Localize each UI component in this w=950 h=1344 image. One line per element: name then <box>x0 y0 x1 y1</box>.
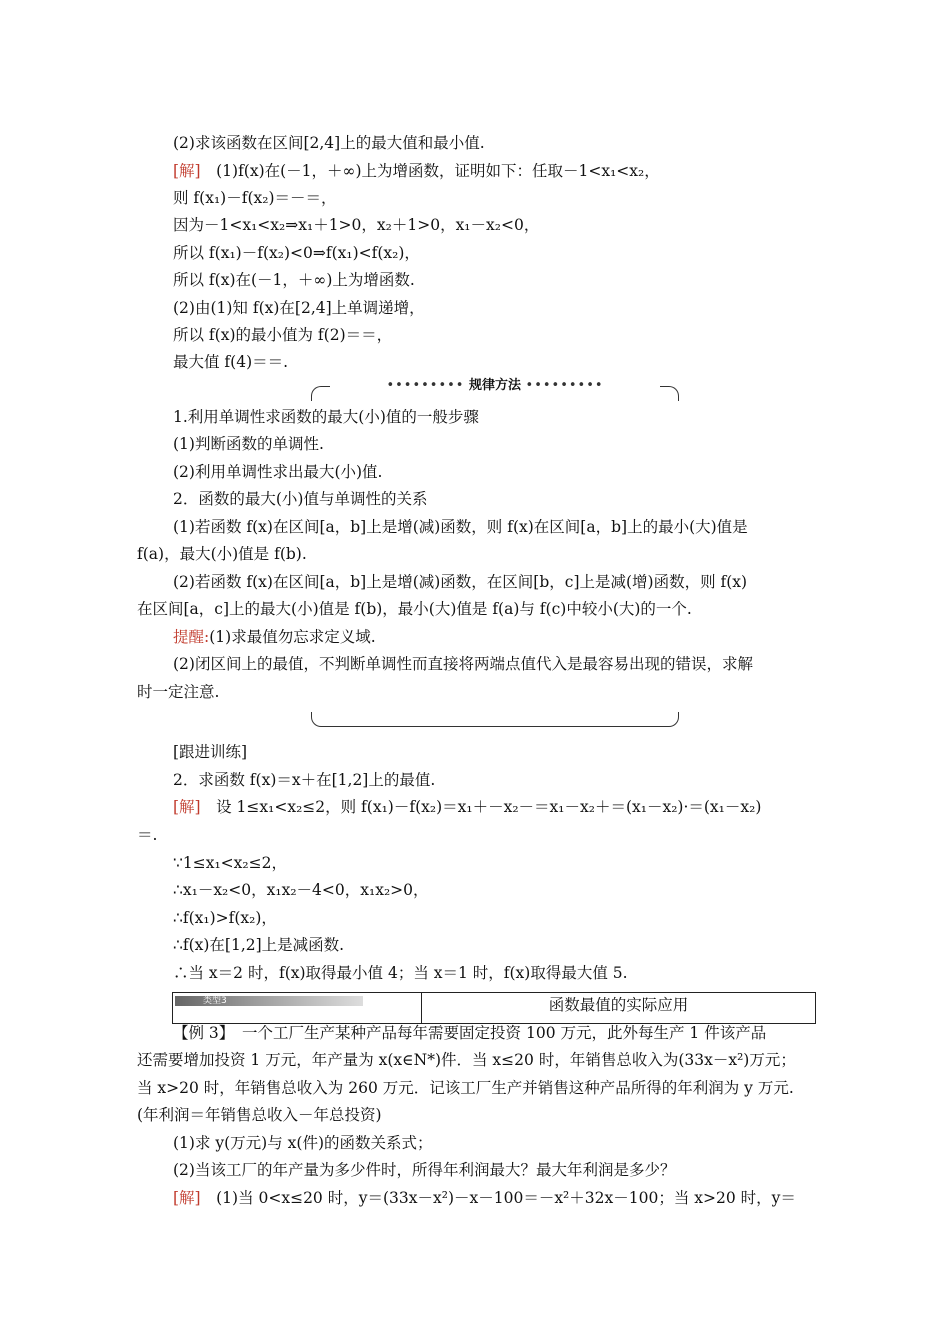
text-line <box>137 598 692 620</box>
line-text: 所以 f(x₁)－f(x₂)<0⇒f(x₁)<f(x₂)， <box>173 244 420 262</box>
text-line <box>173 132 485 154</box>
line-text: (2)由(1)知 f(x)在[2,4]上单调递增， <box>173 299 425 317</box>
type-title-cell: 函数最值的实际应用 <box>548 996 689 1014</box>
line-text: (2)求该函数在区间[2,4]上的最大值和最小值. <box>173 134 485 152</box>
text-line <box>173 324 392 346</box>
text-line <box>173 1132 433 1154</box>
line-text: ∴当 x＝2 时，f(x)取得最小值 4；当 x＝1 时，f(x)取得最大值 5. <box>173 964 628 982</box>
text-line <box>173 242 420 264</box>
line-text: (1)判断函数的单调性. <box>173 435 324 453</box>
text-line <box>173 1187 796 1209</box>
text-line <box>173 160 660 182</box>
type-tag-cell <box>173 993 422 1023</box>
text-line <box>173 934 344 956</box>
text-line <box>173 488 427 510</box>
line-text: 1.利用单调性求函数的最大(小)值的一般步骤 <box>173 408 479 426</box>
text-line <box>137 543 307 565</box>
line-text: (2)若函数 f(x)在区间[a，b]上是增(减)函数，在区间[b，c]上是减(增)函数，则 f(x) <box>173 573 748 591</box>
line-text: 【例 3】 一个工厂生产某种产品每年需要固定投资 100 万元，此外每生产 1 件该产品 <box>173 1024 767 1042</box>
line-text: 所以 f(x)在(－1，＋∞)上为增函数. <box>173 271 415 289</box>
method-box-bottom-border <box>311 712 679 727</box>
text-line <box>173 796 761 818</box>
line-text: 时一定注意. <box>137 683 220 701</box>
text-line <box>173 516 748 538</box>
text-line <box>137 824 157 846</box>
line-text: (2)利用单调性求出最大(小)值. <box>173 463 383 481</box>
text-line <box>173 187 337 209</box>
text-line <box>173 461 382 483</box>
text-line <box>173 852 287 874</box>
line-text: (1)若函数 f(x)在区间[a，b]上是增(减)函数，则 f(x)在区间[a，b]上的最小(大)值是 <box>173 518 748 536</box>
line-text: 最大值 f(4)＝＝. <box>173 353 289 371</box>
line-text: (1)当 0<x≤20 时，y＝(33x－x²)－x－100＝－x²＋32x－100；当 x>20 时，y＝ <box>200 1189 796 1207</box>
solution-tag: 提醒: <box>173 628 210 646</box>
solution-tag: [解] <box>173 1189 201 1207</box>
line-text: 因为－1<x₁<x₂⇒x₁＋1>0，x₂＋1>0，x₁－x₂<0， <box>173 216 540 234</box>
text-line <box>137 1077 794 1099</box>
line-text: ＝. <box>137 826 158 844</box>
text-line <box>173 962 628 984</box>
line-text: ∴f(x)在[1,2]上是减函数. <box>173 936 345 954</box>
text-line <box>173 269 415 291</box>
text-line <box>173 297 425 319</box>
text-line <box>137 681 219 703</box>
line-text: (1)求 y(万元)与 x(件)的函数关系式； <box>173 1134 433 1152</box>
line-text: (2)当该工厂的年产量为多少件时，所得年利润最大？最大年利润是多少？ <box>173 1161 676 1179</box>
text-line <box>173 879 429 901</box>
line-text: 设 1≤x₁<x₂≤2，则 f(x₁)－f(x₂)＝x₁＋－x₂－＝x₁－x₂＋＝(x₁－x₂)·＝(x₁－x₂) <box>200 798 762 816</box>
line-text: ∵1≤x₁<x₂≤2， <box>173 854 287 872</box>
text-line <box>137 1049 796 1071</box>
text-line <box>173 1022 766 1044</box>
text-line <box>173 1159 675 1181</box>
type-tag: 类型3 <box>175 996 363 1006</box>
text-line <box>173 653 753 675</box>
method-box-title-text: 规律方法 <box>468 378 521 393</box>
text-line <box>173 351 288 373</box>
line-text: (2)闭区间上的最值，不判断单调性而直接将两端点值代入是最容易出现的错误，求解 <box>173 655 753 673</box>
line-text: (1)求最值勿忘求定义域. <box>209 628 376 646</box>
text-line <box>173 741 247 763</box>
text-line <box>173 907 277 929</box>
line-text: ∴f(x₁)>f(x₂)， <box>173 909 277 927</box>
line-text: [跟进训练] <box>173 743 248 761</box>
line-text: 所以 f(x)的最小值为 f(2)＝＝， <box>173 326 393 344</box>
line-text: 还需要增加投资 1 万元，年产量为 x(x∈N*)件．当 x≤20 时，年销售总收入为(33x－x²)万元； <box>137 1051 796 1069</box>
line-text: 则 f(x₁)－f(x₂)＝－＝， <box>173 189 337 207</box>
text-line <box>173 433 324 455</box>
line-text: 2．求函数 f(x)＝x＋在[1,2]上的最值. <box>173 771 436 789</box>
method-box-title: ••••••••• 规律方法 ••••••••• <box>330 376 660 396</box>
line-text: f(a)，最大(小)值是 f(b). <box>137 545 307 563</box>
line-text: 当 x>20 时，年销售总收入为 260 万元．记该工厂生产并销售这种产品所得的年利润为 y 万元. <box>137 1079 794 1097</box>
line-text: (1)f(x)在(－1，＋∞)上为增函数，证明如下：任取－1<x₁<x₂， <box>200 162 660 180</box>
text-line <box>173 769 435 791</box>
line-text: (年利润＝年销售总收入－年总投资) <box>137 1106 382 1124</box>
text-line <box>137 1104 382 1126</box>
line-text: ∴x₁－x₂<0，x₁x₂－4<0，x₁x₂>0， <box>173 881 429 899</box>
text-line <box>173 626 376 648</box>
text-line <box>173 406 479 428</box>
type-header-table <box>172 992 816 1024</box>
solution-tag: [解] <box>173 798 201 816</box>
line-text: 2．函数的最大(小)值与单调性的关系 <box>173 490 428 508</box>
line-text: 在区间[a，c]上的最大(小)值是 f(b)，最小(大)值是 f(a)与 f(c)中较小(大)的一个. <box>137 600 692 618</box>
text-line <box>173 571 747 593</box>
solution-tag: [解] <box>173 162 201 180</box>
text-line <box>173 214 539 236</box>
